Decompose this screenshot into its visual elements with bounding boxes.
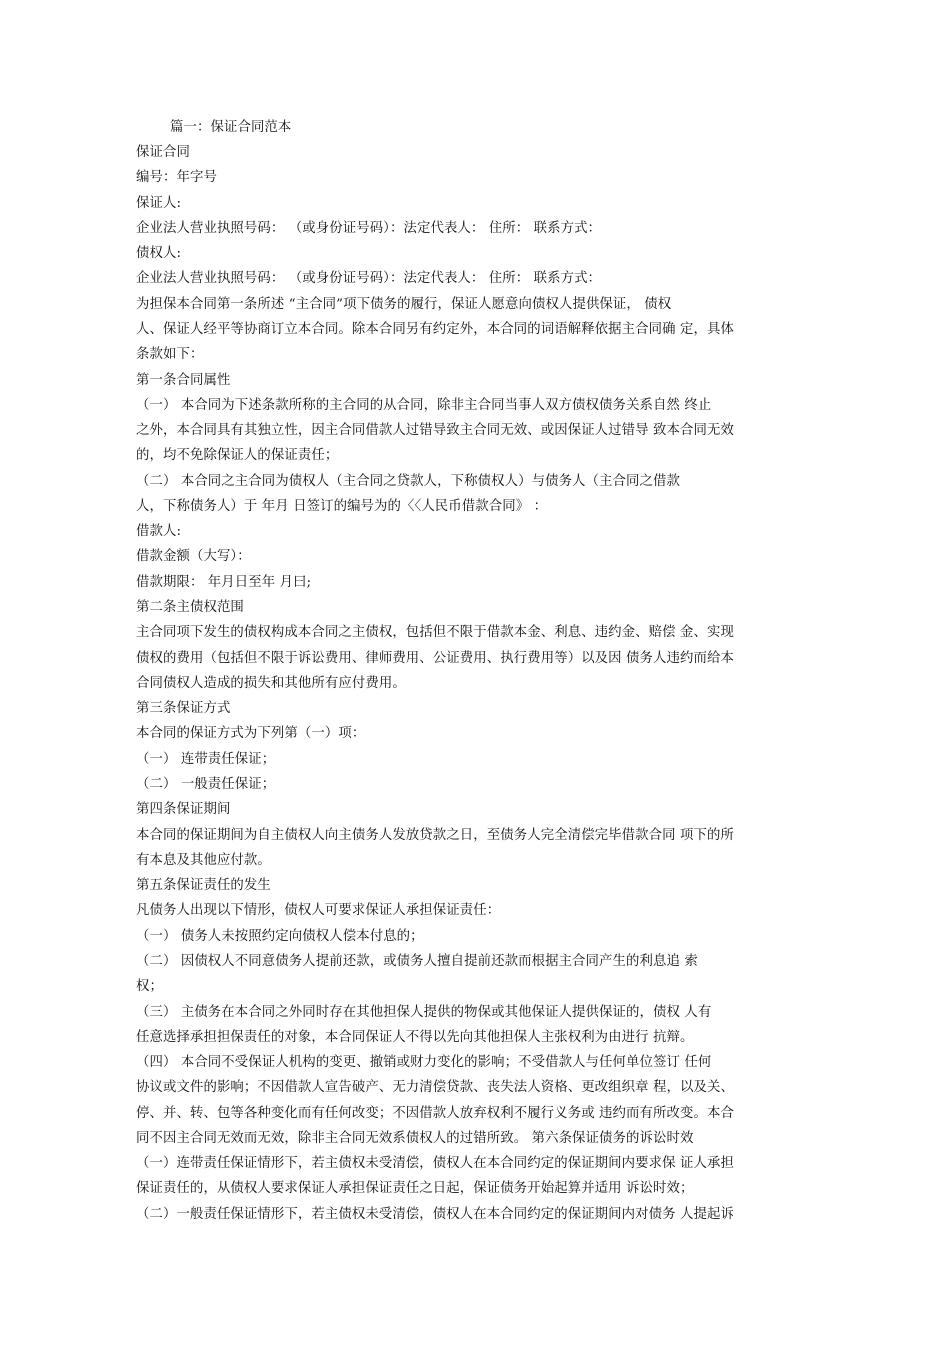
- preamble-line: 条款如下：: [136, 347, 204, 362]
- paragraph-line: 的，均不免除保证人的保证责任；: [136, 448, 339, 463]
- paragraph-line: 有本息及其他应付款。: [136, 853, 271, 868]
- creditor-label: 债权人:: [136, 246, 182, 261]
- paragraph-line: （一） 本合同为下述条款所称的主合同的从合同，除非主合同当事人双方债权债务关系自然 终止: [136, 398, 712, 413]
- list-item: （三） 主债务在本合同之外同时存在其他担保人提供的物保或其他保证人提供保证的，债权 人有: [136, 1005, 712, 1020]
- paragraph-line: 主合同项下发生的债权构成本合同之主债权，包括但不限于借款本金、利息、违约金、赔偿 金、实现: [136, 625, 734, 640]
- article-heading: 第三条保证方式: [136, 701, 231, 716]
- article-heading: 第五条保证责任的发生: [136, 878, 271, 893]
- loan-amount-label: 借款金额（大写）：: [136, 549, 251, 564]
- list-item: （四） 本合同不受保证人机构的变更、撤销或财力变化的影响；不受借款人与任何单位签订 任何: [136, 1055, 712, 1070]
- borrower-label: 借款人:: [136, 524, 182, 539]
- paragraph-line: 人，下称债务人）于 年月 日签订的编号为的〈〈人民币借款合同》 ：: [136, 499, 548, 514]
- list-item: （一） 连带责任保证；: [136, 752, 276, 767]
- article-heading: 第一条合同属性: [136, 373, 231, 388]
- contract-number: 编号：年字号: [136, 170, 217, 185]
- article-heading: 第二条主债权范围: [136, 600, 244, 615]
- loan-term-label: 借款期限： 年月日至年 月曰;: [136, 575, 312, 590]
- paragraph-line: 债权的费用（包括但不限于诉讼费用、律师费用、公证费用、执行费用等）以及因 债务人违约而给本: [136, 651, 734, 666]
- paragraph-line: 合同债权人造成的损失和其他所有应付费用。: [136, 676, 406, 691]
- preamble-line: 为担保本合同第一条所述 “主合同”项下债务的履行，保证人愿意向债权人提供保证， 债权: [136, 297, 672, 312]
- list-item: （一） 债务人未按照约定向债权人偿本付息的；: [136, 929, 424, 944]
- paragraph-line: 任意选择承担担保责任的对象，本合同保证人不得以先向其他担保人主张权利为由进行 抗辩。: [136, 1030, 694, 1045]
- paragraph-line: 同不因主合同无效而无效，除非主合同无效系债权人的过错所致。 第六条保证债务的诉讼时效: [136, 1131, 694, 1146]
- list-item: （一）连带责任保证情形下，若主债权未受清偿，债权人在本合同约定的保证期间内要求保 证人承担: [136, 1156, 734, 1171]
- paragraph-line: 凡债务人出现以下情形，债权人可要求保证人承担保证责任：: [136, 903, 501, 918]
- paragraph-line: 停、并、转、包等各种变化而有任何改变；不因借款人放弃权利不履行义务或 违约而有所改变。本合: [136, 1106, 734, 1121]
- paragraph-line: 之外，本合同具有其独立性，因主合同借款人过错导致主合同无效、或因保证人过错导 致本合同无效: [136, 423, 734, 438]
- paragraph-line: （二） 本合同之主合同为债权人（主合同之贷款人，下称债权人）与债务人（主合同之借款: [136, 474, 680, 489]
- article-heading: 第四条保证期间: [136, 802, 231, 817]
- paragraph-line: 本合同的保证期间为自主债权人向主债务人发放贷款之日，至债务人完全清偿完毕借款合同 项下的所: [136, 828, 734, 843]
- guarantor-info-line: 企业法人营业执照号码： （或身份证号码）：法定代表人： 住所： 联系方式：: [136, 221, 602, 236]
- paragraph-line: 协议或文件的影响；不因借款人宣告破产、无力清偿贷款、丧失法人资格、更改组织章 程，以及关、: [136, 1080, 734, 1095]
- guarantor-label: 保证人:: [136, 196, 182, 211]
- paragraph-line: 权；: [136, 979, 163, 994]
- contract-title: 保证合同: [136, 145, 190, 160]
- section-heading: 篇一：保证合同范本: [170, 120, 292, 135]
- preamble-line: 人、保证人经平等协商订立本合同。除本合同另有约定外，本合同的词语解释依据主合同确 定，具体: [136, 322, 734, 337]
- list-item: （二）一般责任保证情形下，若主债权未受清偿，债权人在本合同约定的保证期间内对债务 人提起诉: [136, 1207, 734, 1222]
- list-item: （二） 因债权人不同意债务人提前还款，或债务人擅自提前还款而根据主合同产生的利息追 索: [136, 954, 698, 969]
- list-item: （二） 一般责任保证；: [136, 777, 276, 792]
- creditor-info-line: 企业法人营业执照号码： （或身份证号码）：法定代表人： 住所： 联系方式：: [136, 271, 602, 286]
- paragraph-line: 本合同的保证方式为下列第（一）项：: [136, 726, 366, 741]
- paragraph-line: 保证责任的，从债权人要求保证人承担保证责任之日起，保证债务开始起算并适用 诉讼时效；: [136, 1181, 694, 1196]
